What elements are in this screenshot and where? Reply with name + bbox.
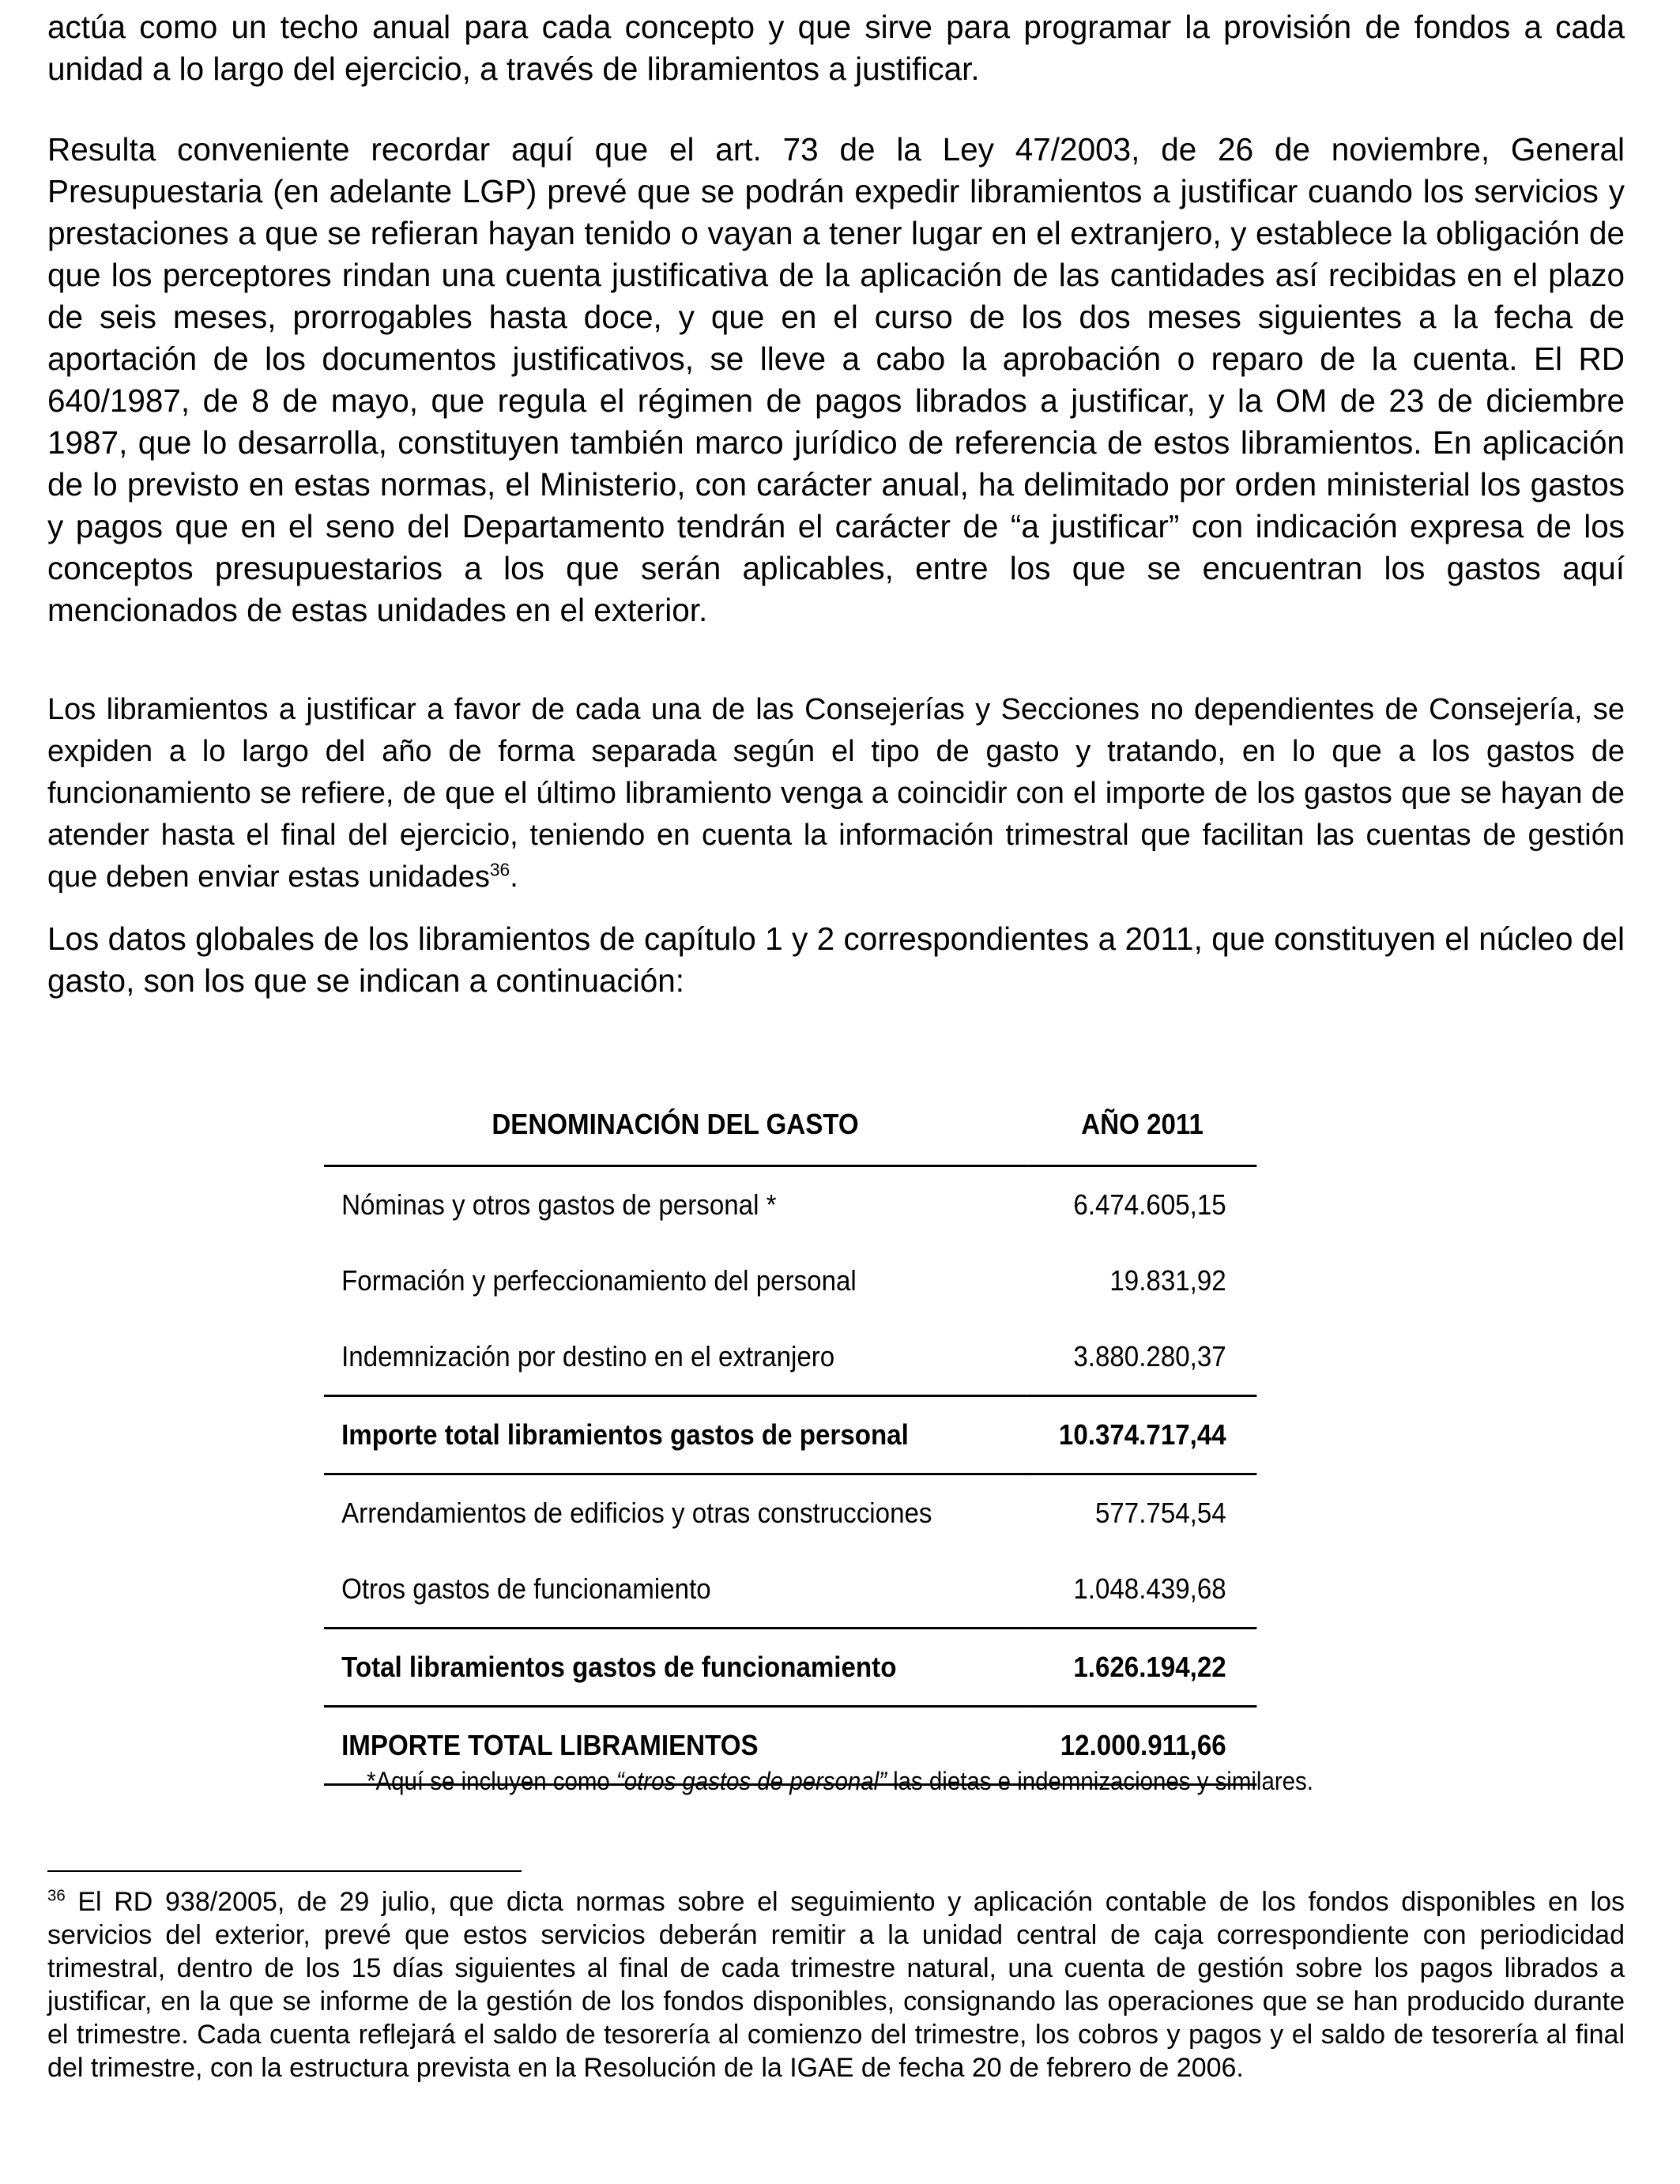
footnote — [47, 1885, 1625, 2084]
expense-table-container — [324, 1084, 1256, 1786]
table-note-suffix: las dietas e indemnizaciones y similares. — [886, 1767, 1313, 1795]
paragraph-libramientos-end: . — [510, 860, 518, 894]
row-label: Arrendamientos de edificios y otras construcciones — [341, 1497, 932, 1529]
table-row — [324, 1243, 1256, 1319]
table-note — [67, 1767, 1613, 1796]
row-label: Otros gastos de funcionamiento — [341, 1572, 711, 1605]
grand-total-value: 12.000.911,66 — [1027, 1707, 1256, 1785]
subtotal-value: 10.374.717,44 — [1027, 1396, 1256, 1474]
header-denominacion: DENOMINACIÓN DEL GASTO — [324, 1084, 1027, 1166]
paragraph-libramientos — [47, 689, 1625, 898]
table-note-prefix: *Aquí se incluyen como — [367, 1767, 616, 1795]
table-row — [324, 1551, 1256, 1629]
subtotal-label: Importe total libramientos gastos de personal — [324, 1396, 1027, 1474]
paragraph-table-intro: Los datos globales de los libramientos de capítulo 1 y 2 correspondientes a 2011, que constituyen el núcleo del gasto, son los que se indican a continuación: — [47, 921, 1625, 999]
table-header-row — [324, 1084, 1256, 1166]
row-label: Nóminas y otros gastos de personal * — [341, 1188, 777, 1221]
table-row — [324, 1166, 1256, 1244]
paragraph-intro: actúa como un techo anual para cada concepto y que sirve para programar la provisión de fondos a cada unidad a lo largo del ejercicio, a través de libramientos a justificar. — [47, 9, 1625, 87]
row-label: Indemnización por destino en el extranjero — [341, 1340, 835, 1373]
footnote-number: 36 — [47, 1887, 66, 1905]
footnote-text: El RD 938/2005, de 29 julio, que dicta normas sobre el seguimiento y aplicación contable de los fondos disponibles en los servicios del exterior, prevé que estos servicios deberán remitir a la unidad central de caja correspondiente con periodicidad trimestral, dentro de los 15 días siguientes al final de cada trimestre natural, una cuenta de gestión sobre los pagos librados a justificar, en la que se informe de la gestión de los fondos disponibles, consignando las operaciones que se han producido durante el trimestre. Cada cuenta reflejará el saldo de tesorería al comienzo del trimestre, los cobros y pagos y el saldo de tesorería al final del trimestre, con la estructura prevista en la Resolución de la IGAE de fecha 20 de febrero de 2006. — [47, 1887, 1625, 2083]
footnote-reference[interactable]: 36 — [489, 859, 510, 880]
subtotal-row-funcionamiento — [324, 1629, 1256, 1707]
paragraph-legal-framework: Resulta conveniente recordar aquí que el art. 73 de la Ley 47/2003, de 26 de noviembre, General Presupuestaria (en adelante LGP) prevé que se podrán expedir libramientos a justificar cuando los servicios y prestaciones a que se refieran hayan tenido o vayan a tener lugar en el extranjero, y establece la obligación de que los perceptores rindan una cuenta justificativa de la aplicación de las cantidades así recibidas en el plazo de seis meses, prorrogables hasta doce, y que en el curso de los dos meses siguientes a la fecha de aportación de los documentos justificativos, se lleve a cabo la aprobación o reparo de la cuenta. El RD 640/1987, de 8 de mayo, que regula el régimen de pagos librados a justificar, y la OM de 23 de diciembre 1987, que lo desarrolla, constituyen también marco jurídico de referencia de estos libramientos. En aplicación de lo previsto en estas normas, el Ministerio, con carácter anual, ha delimitado por orden ministerial los gastos y pagos que en el seno del Departamento tendrán el carácter de “a justificar” con indicación expresa de los conceptos presupuestarios a los que serán aplicables, entre los que se encuentran los gastos aquí mencionados de estas unidades en el exterior. — [47, 131, 1625, 628]
row-value: 577.754,54 — [1094, 1497, 1226, 1529]
header-anio: AÑO 2011 — [1027, 1084, 1256, 1166]
table-row — [324, 1474, 1256, 1552]
grand-total-label: IMPORTE TOTAL LIBRAMIENTOS — [324, 1707, 1027, 1785]
row-label: Formación y perfeccionamiento del personal — [341, 1264, 857, 1297]
row-value: 19.831,92 — [1109, 1264, 1226, 1297]
subtotal-value: 1.626.194,22 — [1027, 1629, 1256, 1707]
paragraph-libramientos-text: Los libramientos a justificar a favor de cada una de las Consejerías y Secciones no dependientes de Consejería, se expiden a lo largo del año de forma separada según el tipo de gasto y tratando, en lo que a los gastos de funcionamiento se refiere, de que el último libramiento venga a coincidir con el importe de los gastos que se hayan de atender hasta el final del ejercicio, teniendo en cuenta la información trimestral que facilitan las cuentas de gestión que deben enviar estas unidades — [47, 693, 1625, 894]
subtotal-label: Total libramientos gastos de funcionamiento — [324, 1629, 1027, 1707]
table-note-italic: “otros gastos de personal” — [616, 1767, 887, 1795]
subtotal-row-personal — [324, 1396, 1256, 1474]
table-row — [324, 1319, 1256, 1396]
row-value: 3.880.280,37 — [1073, 1340, 1226, 1373]
row-value: 6.474.605,15 — [1073, 1188, 1226, 1221]
expense-table — [324, 1084, 1256, 1786]
row-value: 1.048.439,68 — [1073, 1572, 1226, 1605]
footnote-separator — [47, 1870, 522, 1872]
